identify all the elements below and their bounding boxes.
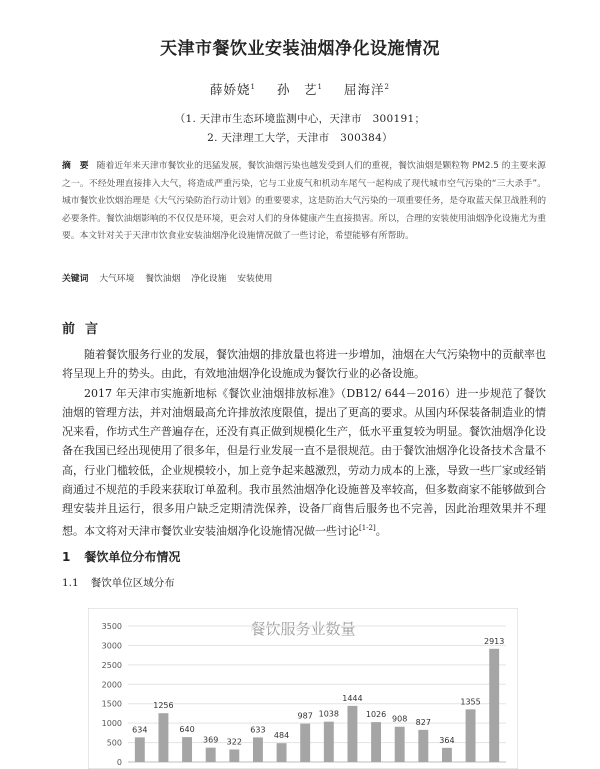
bar-value-label: 987: [297, 711, 313, 721]
y-tick-label: 500: [106, 738, 122, 748]
paragraph: [62, 384, 546, 541]
bar-chart: [88, 608, 518, 769]
bar-value-label: 2913: [484, 636, 505, 646]
bar: [395, 727, 405, 762]
bar-value-label: 369: [203, 735, 219, 745]
keywords: [62, 271, 546, 284]
paragraph: 随着餐饮服务行业的发展，餐饮油烟的排放量也将进一步增加，油烟在大气污染物中的贡献率也将呈现上升的势头。由此，有效地油烟净化设施成为餐饮行业的必备设施。: [62, 348, 546, 381]
bar-value-label: 634: [132, 725, 148, 735]
bar: [277, 743, 287, 762]
bar: [182, 737, 192, 762]
y-tick-label: 0: [116, 758, 122, 767]
author-mark: 1: [317, 82, 323, 91]
bar: [206, 748, 216, 762]
bar: [489, 649, 499, 762]
bar-value-label: 1444: [342, 693, 363, 703]
bar: [371, 722, 381, 762]
intro-body: [62, 345, 546, 541]
subsection-number: 1.1: [62, 577, 79, 589]
author-name: 薛娇娆: [210, 82, 251, 97]
citation: [1-2]: [359, 523, 376, 532]
subsection-title: 餐饮单位区域分布: [90, 577, 175, 589]
section-number: 1: [62, 550, 71, 564]
keyword: 餐饮油烟: [145, 274, 181, 284]
author-line: [0, 80, 600, 98]
keyword: 安装使用: [237, 274, 273, 284]
author-mark: 2: [384, 82, 390, 91]
bar: [324, 722, 334, 762]
y-tick-label: 1000: [101, 719, 122, 729]
bar: [135, 737, 145, 762]
bar: [466, 709, 476, 762]
bar-value-label: 1355: [460, 697, 481, 707]
paragraph-end: 。: [375, 524, 387, 538]
bar: [158, 713, 168, 762]
author-name: 屈海洋: [343, 82, 385, 97]
abstract: [62, 158, 546, 246]
affiliation-line: （1. 天津市生态环境监测中心，天津市 300191；: [174, 113, 426, 125]
keywords-label: 关键词: [62, 274, 89, 284]
bar-value-label: 484: [273, 731, 290, 741]
bar: [442, 748, 452, 762]
bar-value-label: 1038: [318, 709, 339, 719]
bar: [300, 724, 310, 762]
bar-value-label: 633: [250, 725, 266, 735]
author-mark: 1: [250, 82, 257, 91]
bar: [347, 706, 357, 762]
y-tick-label: 2000: [101, 680, 122, 690]
bar: [418, 730, 428, 762]
y-tick-label: 3000: [101, 641, 122, 651]
abstract-label: 摘 要: [62, 161, 89, 171]
bar-value-label: 827: [415, 717, 431, 727]
bar-value-label: 908: [392, 714, 408, 724]
keyword: 净化设施: [191, 274, 227, 284]
y-tick-label: 3500: [101, 622, 122, 631]
bar-value-label: 364: [439, 735, 455, 745]
y-tick-label: 2500: [101, 660, 122, 670]
bar-value-label: 1026: [365, 710, 387, 720]
abstract-text: 随着近年来天津市餐饮业的迅猛发展，餐饮油烟污染也越发受到人们的重视，餐饮油烟是颗粒物 PM2.5 的主要来源之一。不经处理直接排入大气，将造成严重污染，它与工业废气和机动车尾气一起构成了现代城市空气污染的“三大杀手”。城市餐饮业饮烟治理是《大气污染防治行动计划》的重要要求，这是防治大气污染的一项重要任务，是夺取蓝天保卫战胜利的必要条件。餐饮油烟影响的不仅仅是环境，更会对人们的身体健康产生直接损害。所以，合理的安装使用油烟净化设施尤为重要。本文针对关于天津市饮食业安装油烟净化设施情况做了一些讨论，希望能够有所帮助。: [62, 161, 546, 242]
author-name: 孙 艺: [277, 82, 318, 97]
keyword: 大气环境: [99, 274, 135, 284]
affiliation-line: 2. 天津理工大学，天津市 300384）: [207, 132, 393, 144]
section-heading-intro: 前言: [62, 322, 109, 337]
bar-value-label: 640: [179, 725, 195, 735]
chart-title: 餐饮服务业数量: [250, 620, 356, 638]
bar-value-label: 322: [226, 737, 242, 747]
paragraph-text: 2017 年天津市实施新地标《餐饮业油烟排放标准》（DB12/ 644－2016）进一步规范了餐饮油烟的管理方法，并对油烟最高允许排放浓度限值，提出了更高的要求。从国内环保装备制造业的情况来看，作坊式生产普遍存在，还没有真正做到规模化生产，低水平重复较为明显。餐饮油烟净化设备在我国已经出现使用了很多年，但是行业发展一直不是很规范。由于餐饮油烟净化设备技术含量不高，行业门槛较低，企业规模较小，加上竞争起来越激烈，劳动力成本的上涨，导致一些厂家或经销商通过不规范的手段来获取订单盈利。我市虽然油烟净化设施普及率较高，但多数商家不能够做到合理安装并且运行，很多用户缺乏定期清洗保养，设备厂商售后服务也不完善，因此治理效果并不理想。本文将对天津市餐饮业安装油烟净化设施情况做一些讨论: [62, 386, 546, 538]
section-title: 餐饮单位分布情况: [84, 550, 181, 564]
y-tick-label: 1500: [101, 699, 122, 709]
section-heading-1: [62, 548, 180, 565]
paper-title: 天津市餐饮业安装油烟净化设施情况: [160, 39, 440, 59]
bar: [229, 749, 239, 762]
bar-value-label: 1256: [153, 701, 174, 711]
subsection-heading-1-1: [62, 575, 175, 590]
bar: [253, 737, 263, 762]
